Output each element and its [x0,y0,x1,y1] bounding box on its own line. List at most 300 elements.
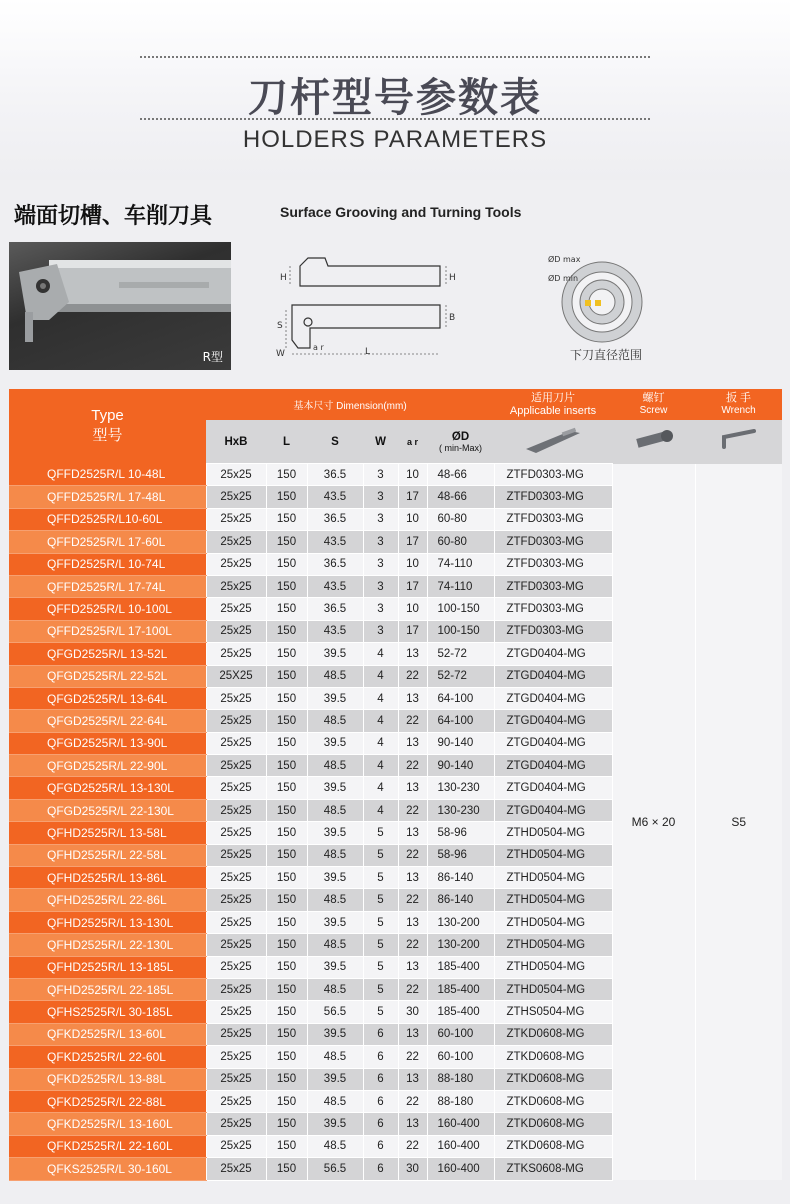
wrench-value: S5 [695,464,782,1181]
s-cell: 43.5 [307,620,363,642]
s-cell: 39.5 [307,867,363,889]
w-cell: 5 [363,889,398,911]
ar-cell: 22 [398,1046,427,1068]
col-l: L [266,420,307,464]
w-cell: 5 [363,934,398,956]
screw-icon [612,420,695,464]
ar-cell: 10 [398,464,427,486]
s-cell: 39.5 [307,956,363,978]
d-range-cell: 130-200 [427,934,494,956]
ar-cell: 22 [398,799,427,821]
d-range-cell: 90-140 [427,755,494,777]
l-cell: 150 [266,598,307,620]
d-range-cell: 160-400 [427,1113,494,1135]
wrench-header-cn: 扳 手 [725,392,752,404]
ar-cell: 22 [398,755,427,777]
s-cell: 36.5 [307,464,363,486]
hxb-cell: 25X25 [206,665,266,687]
insert-cell: ZTFD0303-MG [494,486,612,508]
w-cell: 4 [363,687,398,709]
l-cell: 150 [266,978,307,1000]
insert-cell: ZTKD0608-MG [494,1135,612,1157]
hxb-cell: 25x25 [206,1135,266,1157]
s-cell: 39.5 [307,732,363,754]
insert-cell: ZTGD0404-MG [494,710,612,732]
s-cell: 36.5 [307,553,363,575]
s-cell: 39.5 [307,643,363,665]
hxb-cell: 25x25 [206,1090,266,1112]
ar-cell: 13 [398,643,427,665]
type-header-en: Type [91,407,124,425]
l-cell: 150 [266,799,307,821]
wrench-header-en: Wrench [721,405,756,416]
type-cell: QFKD2525R/L 22-88L [9,1090,206,1112]
d-range-cell: 60-80 [427,531,494,553]
w-cell: 6 [363,1135,398,1157]
l-cell: 150 [266,956,307,978]
l-cell: 150 [266,1135,307,1157]
col-w: W [363,420,398,464]
w-cell: 3 [363,531,398,553]
d-range-cell: 185-400 [427,1001,494,1023]
w-cell: 5 [363,844,398,866]
hxb-cell: 25x25 [206,777,266,799]
ar-cell: 22 [398,844,427,866]
hxb-cell: 25x25 [206,464,266,486]
hxb-cell: 25x25 [206,575,266,597]
insert-cell: ZTKD0608-MG [494,1046,612,1068]
l-cell: 150 [266,1158,307,1180]
col-d [427,420,494,464]
w-cell: 3 [363,553,398,575]
d-range-cell: 86-140 [427,889,494,911]
ar-cell: 17 [398,575,427,597]
insert-cell: ZTHD0504-MG [494,911,612,933]
insert-cell: ZTKD0608-MG [494,1068,612,1090]
l-cell: 150 [266,643,307,665]
l-cell: 150 [266,1090,307,1112]
hxb-cell: 25x25 [206,620,266,642]
insert-cell: ZTHD0504-MG [494,822,612,844]
page-title-en: HOLDERS PARAMETERS [242,126,548,153]
hxb-cell: 25x25 [206,911,266,933]
l-cell: 150 [266,889,307,911]
tool-holder-photo [9,242,231,370]
hxb-cell: 25x25 [206,822,266,844]
s-cell: 43.5 [307,531,363,553]
l-cell: 150 [266,844,307,866]
hxb-cell: 25x25 [206,1023,266,1045]
type-cell: QFFD2525R/L 17-74L [9,575,206,597]
w-cell: 3 [363,486,398,508]
wrench-header [695,389,782,420]
insert-cell: ZTFD0303-MG [494,598,612,620]
w-cell: 5 [363,978,398,1000]
type-cell: QFFD2525R/L 10-100L [9,598,206,620]
ar-cell: 13 [398,911,427,933]
l-cell: 150 [266,531,307,553]
s-cell: 39.5 [307,1023,363,1045]
ar-cell: 10 [398,508,427,530]
s-cell: 43.5 [307,575,363,597]
dimension-group-header: 基本尺寸 Dimension(mm) [206,389,494,420]
l-cell: 150 [266,710,307,732]
d-range-cell: 88-180 [427,1090,494,1112]
l-cell: 150 [266,1001,307,1023]
table-body [9,464,782,1181]
ar-cell: 22 [398,1135,427,1157]
ar-cell: 22 [398,934,427,956]
d-range-cell: 64-100 [427,687,494,709]
diag-label-ar: a r [313,343,324,352]
l-cell: 150 [266,1046,307,1068]
l-cell: 150 [266,1023,307,1045]
ar-cell: 22 [398,1090,427,1112]
diameter-range-diagram [535,250,665,345]
l-cell: 150 [266,755,307,777]
insert-cell: ZTFD0303-MG [494,464,612,486]
type-cell: QFKD2525R/L 13-60L [9,1023,206,1045]
w-cell: 6 [363,1046,398,1068]
insert-cell: ZTKS0608-MG [494,1158,612,1180]
hxb-cell: 25x25 [206,956,266,978]
l-cell: 150 [266,777,307,799]
l-cell: 150 [266,1113,307,1135]
w-cell: 6 [363,1023,398,1045]
s-cell: 39.5 [307,1113,363,1135]
section-title-cn: 端面切槽、车削刀具 [14,204,213,229]
ar-cell: 13 [398,777,427,799]
l-cell: 150 [266,486,307,508]
s-cell: 48.5 [307,889,363,911]
diag-label-l: L [365,347,371,357]
l-cell: 150 [266,1068,307,1090]
s-cell: 39.5 [307,777,363,799]
ar-cell: 17 [398,531,427,553]
d-range-cell: 58-96 [427,822,494,844]
hxb-cell: 25x25 [206,732,266,754]
w-cell: 6 [363,1090,398,1112]
insert-cell: ZTKD0608-MG [494,1023,612,1045]
hxb-cell: 25x25 [206,1068,266,1090]
type-cell: QFKD2525R/L 13-88L [9,1068,206,1090]
s-cell: 48.5 [307,844,363,866]
screw-header-en: Screw [639,405,668,416]
hxb-cell: 25x25 [206,1046,266,1068]
type-cell: QFFD2525R/L 17-100L [9,620,206,642]
type-cell: QFHD2525R/L 22-58L [9,844,206,866]
hxb-cell: 25x25 [206,1158,266,1180]
hxb-cell: 25x25 [206,508,266,530]
w-cell: 4 [363,799,398,821]
diag-label-w: W [276,349,285,359]
d-range-cell: 74-110 [427,575,494,597]
s-cell: 39.5 [307,822,363,844]
hxb-cell: 25x25 [206,598,266,620]
type-cell: QFHS2525R/L 30-185L [9,1001,206,1023]
dmin-label: ØD min [548,274,579,283]
type-cell: QFFD2525R/L 17-60L [9,531,206,553]
hxb-cell: 25x25 [206,486,266,508]
type-cell: QFKS2525R/L 30-160L [9,1158,206,1180]
insert-cell: ZTGD0404-MG [494,643,612,665]
type-cell: QFFD2525R/L 17-48L [9,486,206,508]
insert-cell: ZTGD0404-MG [494,732,612,754]
s-cell: 48.5 [307,934,363,956]
ar-cell: 13 [398,867,427,889]
d-range-cell: 185-400 [427,978,494,1000]
hxb-cell: 25x25 [206,1001,266,1023]
d-range-cell: 185-400 [427,956,494,978]
type-header [9,389,206,464]
type-header-cn: 型号 [92,427,123,445]
ar-cell: 22 [398,665,427,687]
ar-cell: 30 [398,1158,427,1180]
ar-cell: 13 [398,1023,427,1045]
holders-parameter-table [9,389,782,1181]
l-cell: 150 [266,867,307,889]
ar-cell: 30 [398,1001,427,1023]
d-range-cell: 48-66 [427,486,494,508]
w-cell: 4 [363,732,398,754]
d-range-cell: 60-100 [427,1023,494,1045]
type-cell: QFHD2525R/L 13-86L [9,867,206,889]
insert-icon [494,420,612,464]
s-cell: 39.5 [307,687,363,709]
w-cell: 3 [363,464,398,486]
w-cell: 5 [363,911,398,933]
type-cell: QFFD2525R/L 10-74L [9,553,206,575]
type-cell: QFGD2525R/L 22-52L [9,665,206,687]
inserts-header [494,389,612,420]
tool-holder-illustration [9,242,231,370]
d-range-cell: 74-110 [427,553,494,575]
s-cell: 39.5 [307,911,363,933]
d-range-cell: 90-140 [427,732,494,754]
ar-cell: 13 [398,956,427,978]
type-cell: QFGD2525R/L 13-64L [9,687,206,709]
type-cell: QFHD2525R/L 13-185L [9,956,206,978]
col-hxb: HxB [206,420,266,464]
l-cell: 150 [266,665,307,687]
page-title-cn: 刀杆型号参数表 [248,75,542,121]
col-ar: a r [398,420,427,464]
insert-cell: ZTHD0504-MG [494,978,612,1000]
ar-cell: 10 [398,553,427,575]
hxb-cell: 25x25 [206,1113,266,1135]
s-cell: 56.5 [307,1158,363,1180]
insert-cell: ZTFD0303-MG [494,575,612,597]
l-cell: 150 [266,732,307,754]
s-cell: 48.5 [307,978,363,1000]
l-cell: 150 [266,687,307,709]
ar-cell: 10 [398,598,427,620]
insert-cell: ZTFD0303-MG [494,531,612,553]
hxb-cell: 25x25 [206,687,266,709]
w-cell: 5 [363,822,398,844]
type-cell: QFHD2525R/L 13-130L [9,911,206,933]
insert-cell: ZTFD0303-MG [494,553,612,575]
type-cell: QFGD2525R/L 22-90L [9,755,206,777]
d-range-cell: 52-72 [427,643,494,665]
d-range-cell: 52-72 [427,665,494,687]
l-cell: 150 [266,464,307,486]
w-cell: 6 [363,1113,398,1135]
ar-cell: 17 [398,620,427,642]
insert-cell: ZTFD0303-MG [494,508,612,530]
d-range-cell: 100-150 [427,598,494,620]
s-cell: 36.5 [307,598,363,620]
w-cell: 3 [363,575,398,597]
d-range-cell: 100-150 [427,620,494,642]
w-cell: 4 [363,665,398,687]
type-cell: QFHD2525R/L 22-185L [9,978,206,1000]
w-cell: 6 [363,1158,398,1180]
hxb-cell: 25x25 [206,889,266,911]
col-d-sub: ( min-Max) [439,442,482,453]
hxb-cell: 25x25 [206,553,266,575]
insert-cell: ZTGD0404-MG [494,755,612,777]
insert-cell: ZTKD0608-MG [494,1113,612,1135]
s-cell: 43.5 [307,486,363,508]
type-cell: QFHD2525R/L 22-86L [9,889,206,911]
s-cell: 48.5 [307,1135,363,1157]
type-cell: QFHD2525R/L 13-58L [9,822,206,844]
diag-label-h1: H [280,273,287,283]
ar-cell: 13 [398,732,427,754]
insert-cell: ZTFD0303-MG [494,620,612,642]
type-cell: QFGD2525R/L 22-64L [9,710,206,732]
insert-cell: ZTHS0504-MG [494,1001,612,1023]
screw-value: M6 × 20 [612,464,695,1181]
type-cell: QFGD2525R/L 13-90L [9,732,206,754]
w-cell: 5 [363,1001,398,1023]
ar-cell: 22 [398,710,427,732]
l-cell: 150 [266,553,307,575]
w-cell: 5 [363,956,398,978]
dotted-divider-top [140,56,650,58]
s-cell: 56.5 [307,1001,363,1023]
hxb-cell: 25x25 [206,531,266,553]
ar-cell: 13 [398,822,427,844]
hxb-cell: 25x25 [206,799,266,821]
dmax-label: ØD max [548,255,581,264]
w-cell: 5 [363,867,398,889]
ar-cell: 13 [398,687,427,709]
insert-cell: ZTGD0404-MG [494,687,612,709]
d-range-cell: 60-100 [427,1046,494,1068]
diameter-range-caption: 下刀直径范围 [570,348,643,362]
d-range-cell: 60-80 [427,508,494,530]
insert-cell: ZTHD0504-MG [494,844,612,866]
s-cell: 39.5 [307,1068,363,1090]
hxb-cell: 25x25 [206,710,266,732]
inserts-header-en: Applicable inserts [509,404,597,417]
l-cell: 150 [266,575,307,597]
d-range-cell: 58-96 [427,844,494,866]
photo-label: R型 [202,350,223,364]
screw-header-cn: 螺钉 [642,392,665,404]
d-range-cell: 130-230 [427,799,494,821]
w-cell: 4 [363,710,398,732]
l-cell: 150 [266,822,307,844]
w-cell: 3 [363,508,398,530]
insert-cell: ZTHD0504-MG [494,867,612,889]
l-cell: 150 [266,934,307,956]
section-title-en: Surface Grooving and Turning Tools [280,204,522,220]
s-cell: 36.5 [307,508,363,530]
d-range-cell: 160-400 [427,1158,494,1180]
s-cell: 48.5 [307,665,363,687]
type-cell: QFFD2525R/L10-60L [9,508,206,530]
diag-label-s: S [277,321,283,331]
type-cell: QFKD2525R/L 22-60L [9,1046,206,1068]
insert-cell: ZTHD0504-MG [494,934,612,956]
insert-cell: ZTGD0404-MG [494,665,612,687]
s-cell: 48.5 [307,1046,363,1068]
type-cell: QFGD2525R/L 13-130L [9,777,206,799]
ar-cell: 13 [398,1113,427,1135]
insert-cell: ZTKD0608-MG [494,1090,612,1112]
insert-cell: ZTHD0504-MG [494,956,612,978]
w-cell: 4 [363,643,398,665]
d-range-cell: 88-180 [427,1068,494,1090]
type-cell: QFKD2525R/L 22-160L [9,1135,206,1157]
ar-cell: 22 [398,978,427,1000]
tool-dimension-diagram [270,250,470,360]
d-range-cell: 160-400 [427,1135,494,1157]
w-cell: 4 [363,777,398,799]
hxb-cell: 25x25 [206,867,266,889]
l-cell: 150 [266,911,307,933]
type-cell: QFGD2525R/L 13-52L [9,643,206,665]
wrench-icon [695,420,782,464]
hxb-cell: 25x25 [206,844,266,866]
s-cell: 48.5 [307,1090,363,1112]
d-range-cell: 130-230 [427,777,494,799]
hxb-cell: 25x25 [206,643,266,665]
type-cell: QFFD2525R/L 10-48L [9,464,206,486]
type-cell: QFHD2525R/L 22-130L [9,934,206,956]
ar-cell: 13 [398,1068,427,1090]
s-cell: 48.5 [307,799,363,821]
col-s: S [307,420,363,464]
col-d-label: ØD [451,430,470,443]
insert-cell: ZTHD0504-MG [494,889,612,911]
hxb-cell: 25x25 [206,755,266,777]
inserts-header-cn: 适用刀片 [531,391,575,404]
diag-label-b: B [449,313,456,323]
w-cell: 6 [363,1068,398,1090]
l-cell: 150 [266,508,307,530]
s-cell: 48.5 [307,755,363,777]
d-range-cell: 130-200 [427,911,494,933]
type-cell: QFKD2525R/L 13-160L [9,1113,206,1135]
dotted-divider-bottom [140,118,650,120]
table-row [9,464,782,486]
table-header-row-1 [9,389,782,420]
insert-cell: ZTGD0404-MG [494,799,612,821]
insert-cell: ZTGD0404-MG [494,777,612,799]
hxb-cell: 25x25 [206,934,266,956]
w-cell: 4 [363,755,398,777]
type-cell: QFGD2525R/L 22-130L [9,799,206,821]
diag-label-h2: H [449,273,456,283]
w-cell: 3 [363,598,398,620]
ar-cell: 17 [398,486,427,508]
d-range-cell: 86-140 [427,867,494,889]
d-range-cell: 48-66 [427,464,494,486]
